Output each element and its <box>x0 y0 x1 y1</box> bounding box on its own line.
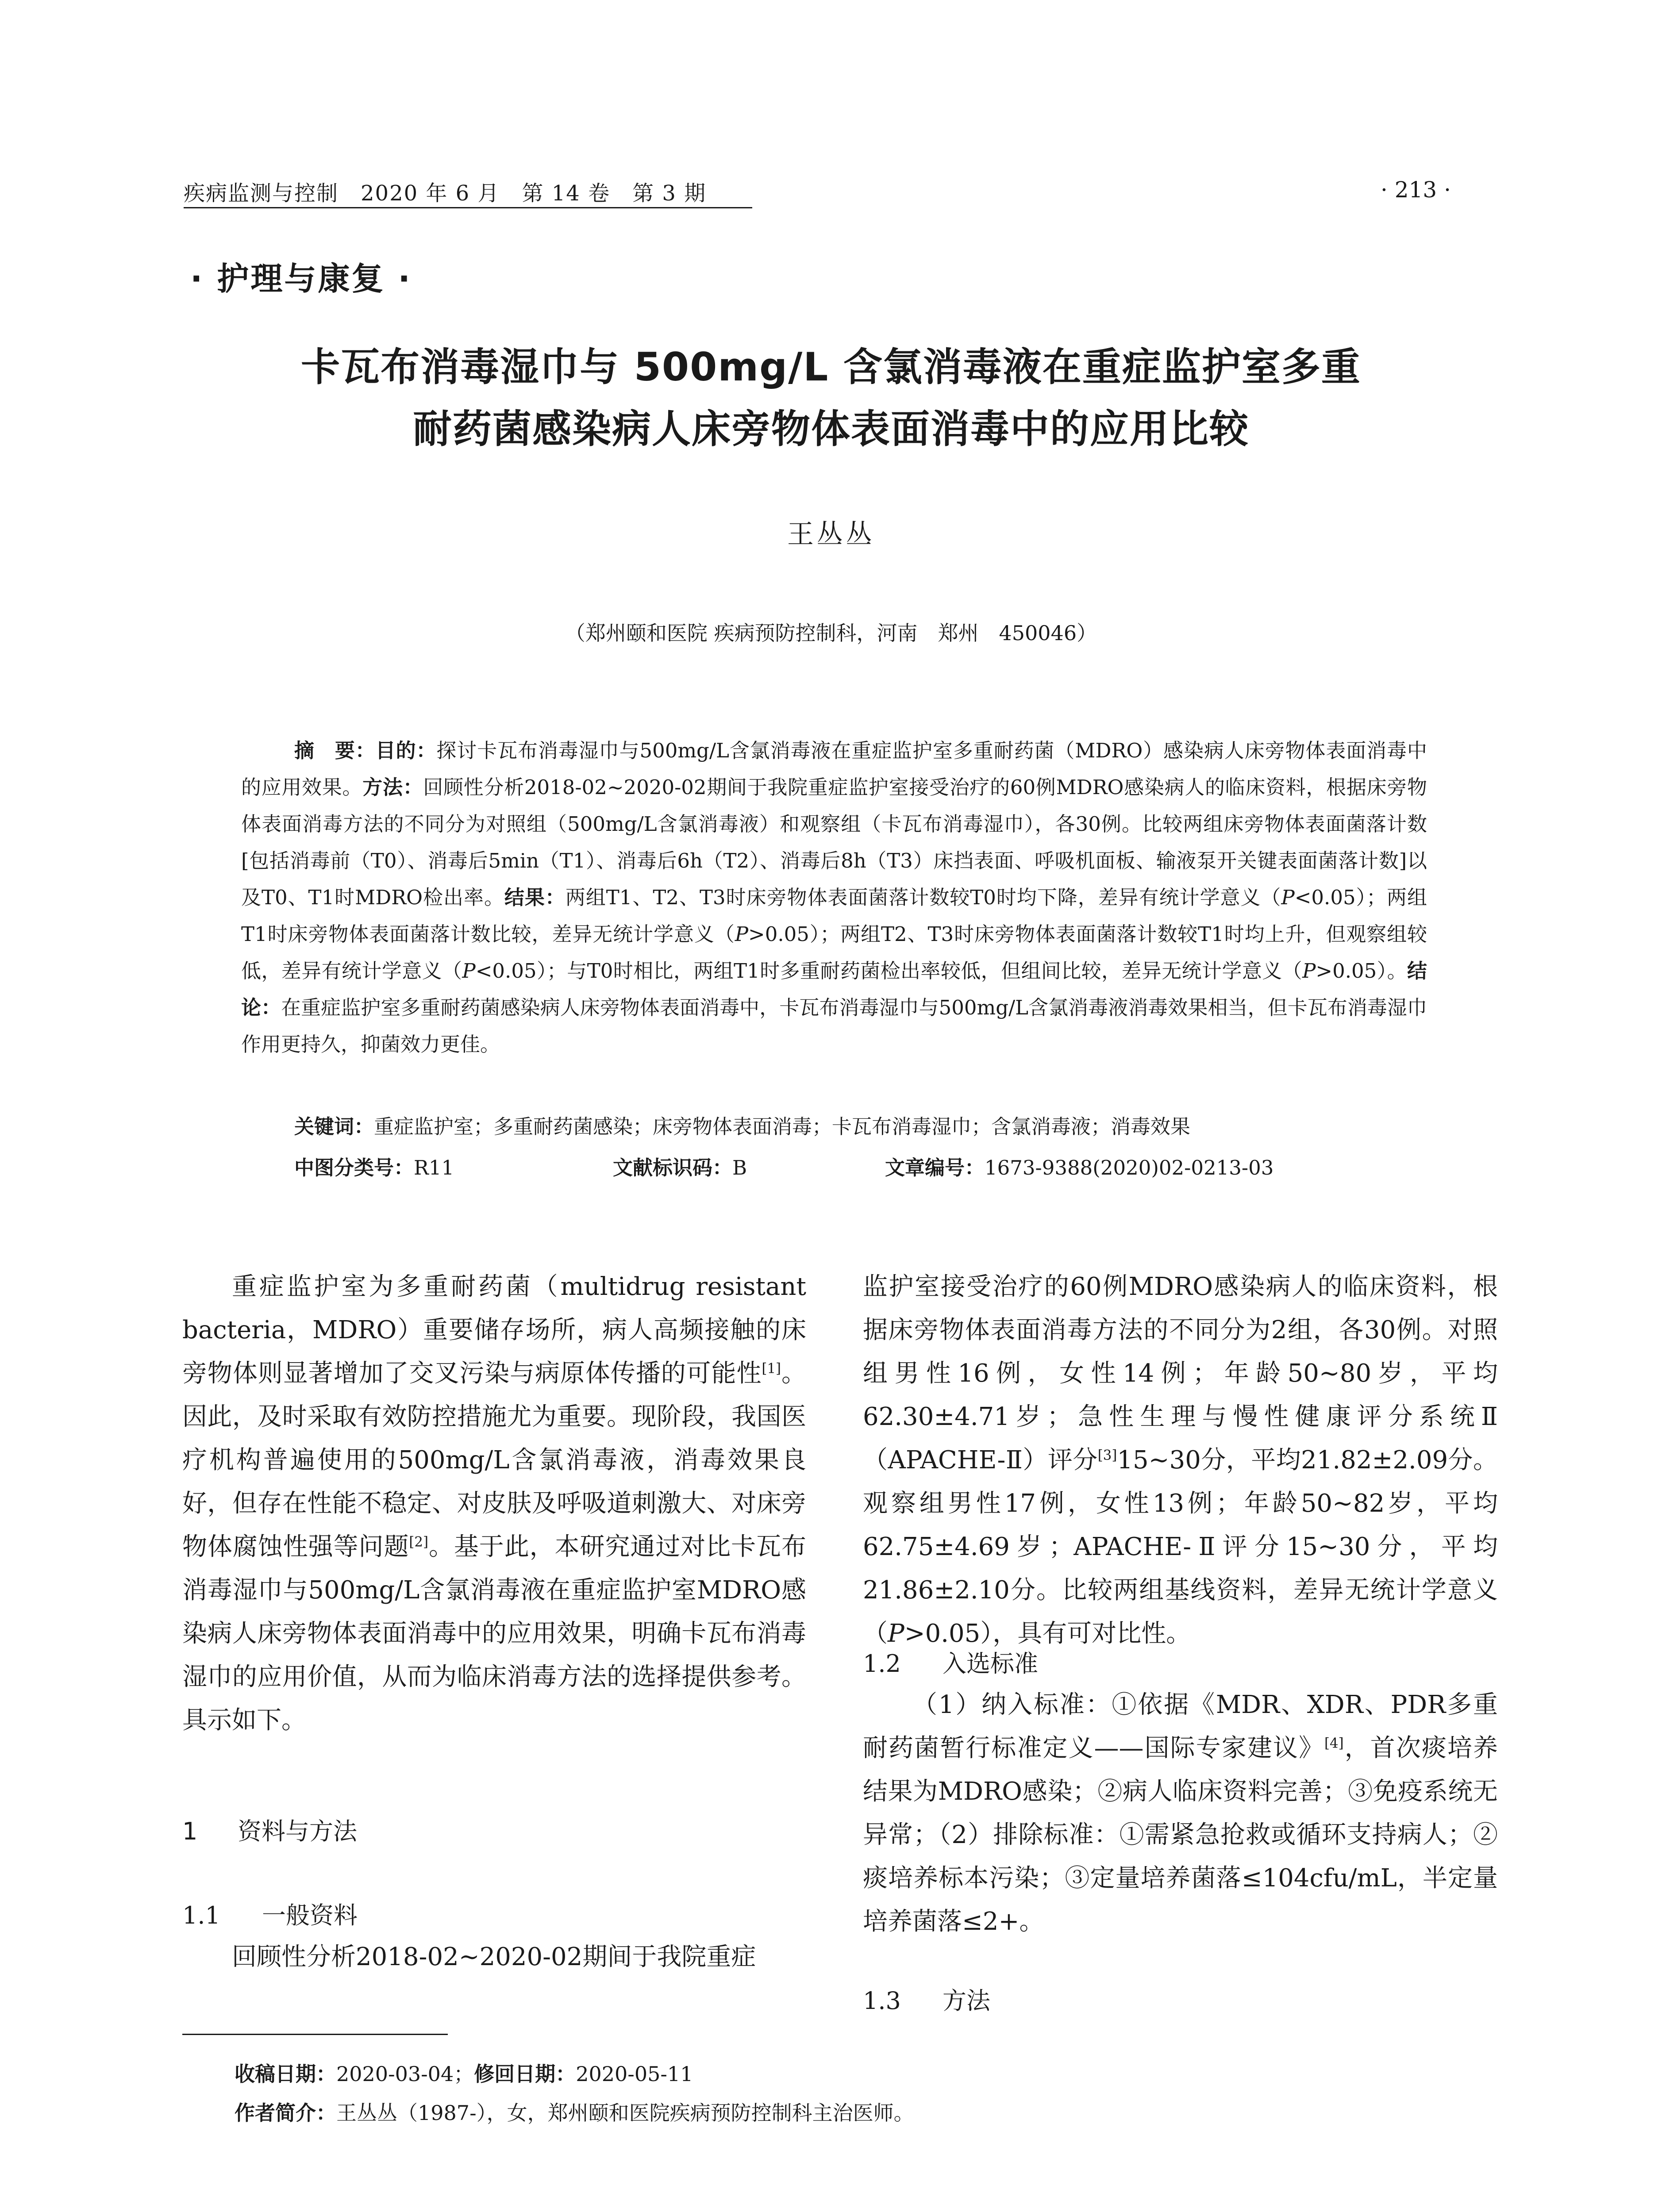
section-title: 入选标准 <box>943 1650 1038 1678</box>
abstract <box>241 732 1427 1063</box>
author-name: 王丛丛 <box>787 519 875 550</box>
criteria-block <box>863 1683 1498 1943</box>
criteria-paragraph <box>863 1683 1498 1943</box>
citation-ref: [4] <box>1324 1735 1344 1751</box>
article-number-label: 文章编号： <box>885 1156 985 1179</box>
section-heading-1 <box>182 1813 357 1847</box>
general-data-continued <box>863 1265 1498 1655</box>
results-label: 结果： <box>504 886 566 909</box>
footnote-rule <box>182 2034 448 2035</box>
section-heading-1-1 <box>182 1897 358 1931</box>
author-affiliation: （郑州颐和医院 疾病预防控制科，河南 郑州 450046） <box>565 621 1097 645</box>
conclusion-text: 在重症监护室多重耐药菌感染病人床旁物体表面消毒中，卡瓦布消毒湿巾与500mg/L含氯消毒液消毒效果相当，但卡瓦布消毒湿巾作用更持久，抑菌效力更佳。 <box>241 996 1427 1056</box>
section-title: 资料与方法 <box>238 1817 357 1845</box>
section-heading-1-3 <box>863 1982 990 2016</box>
intro-text: 重症监护室为多重耐药菌（multidrug resistant bacteria，MDRO）重要储存场所，病人高频接触的床旁物体则显著增加了交叉污染与病原体传播的可能性 <box>182 1272 806 1388</box>
results-text: 两组T1、T2、T3时床旁物体表面菌落计数较T0时均下降，差异有统计学意义（ <box>565 886 1281 909</box>
section-number: 1 <box>182 1817 198 1845</box>
document-code-value: B <box>732 1156 747 1179</box>
intro-text: 。因此，及时采取有效防控措施尤为重要。现阶段，我国医疗机构普遍使用的500mg/L含氯消毒液，消毒效果良好，但存在性能不稳定、对皮肤及呼吸道刺激大、对床旁物体腐蚀性强等问题 <box>182 1359 807 1561</box>
article-number <box>885 1152 1273 1180</box>
page-number: · 213 · <box>1381 177 1451 203</box>
p-symbol: P <box>735 922 749 946</box>
revised-label: 修回日期： <box>474 2062 576 2086</box>
results-text: >0.05）；两组T2、T3时床旁物体表面菌落计数较T1时均上升，但观察组较低，差异有统计学意义（ <box>241 922 1427 983</box>
section-number: 1.2 <box>863 1650 901 1678</box>
conclusion-label: 结论： <box>241 959 1427 1019</box>
general-text: 监护室接受治疗的60例MDRO感染病人的临床资料，根据床旁物体表面消毒方法的不同分为2组，各30例。对照组男性16例，女性14例；年龄50~80岁，平均62.30±4.71岁；急性生理与慢性健康评分系统Ⅱ（APACHE-Ⅱ）评分 <box>863 1272 1498 1475</box>
results-text: <0.05）；两组T1时床旁物体表面菌落计数比较，差异无统计学意义（ <box>241 886 1427 946</box>
article-number-value: 1673-9388(2020)02-0213-03 <box>985 1156 1274 1179</box>
document-code <box>613 1152 747 1180</box>
author-info: 王丛丛（1987-），女，郑州颐和医院疾病预防控制科主治医师。 <box>336 2101 914 2125</box>
general-text: >0.05），具有可对比性。 <box>904 1619 1191 1648</box>
methods-label: 方法： <box>362 776 423 799</box>
p-symbol: P <box>1302 959 1316 983</box>
article-title-line-2: 耐药菌感染病人床旁物体表面消毒中的应用比较 <box>412 406 1249 452</box>
citation-ref: [3] <box>1097 1447 1117 1463</box>
revised-date: 2020-05-11 <box>576 2062 693 2086</box>
document-code-label: 文献标识码： <box>613 1156 733 1179</box>
results-text: >0.05）。 <box>1316 959 1407 983</box>
running-header-journal: 疾病监测与控制 2020 年 6 月 第 14 卷 第 3 期 <box>184 181 707 206</box>
general-data-start <box>182 1936 806 1979</box>
objective-label: 目的： <box>375 739 437 762</box>
section-number: 1.3 <box>863 1987 901 2015</box>
body-left-column <box>182 1265 806 1742</box>
results-text: <0.05）；与T0时相比，两组T1时多重耐药菌检出率较低，但组间比较，差异无统计学意义（ <box>475 959 1303 983</box>
section-title: 方法 <box>943 1987 990 2015</box>
p-symbol: P <box>462 959 476 983</box>
clc-label: 中图分类号： <box>294 1156 414 1179</box>
footnote-author <box>235 2097 914 2126</box>
citation-ref: [2] <box>409 1534 429 1550</box>
clc-number <box>294 1152 454 1180</box>
citation-ref: [1] <box>762 1360 781 1377</box>
section-title: 一般资料 <box>262 1901 358 1929</box>
clc-value: R11 <box>414 1156 454 1179</box>
keywords <box>294 1110 1190 1139</box>
methods-text: 回顾性分析2018-02~2020-02期间于我院重症监护室接受治疗的60例MDRO感染病人的临床资料，根据床旁物体表面消毒方法的不同分为对照组（500mg/L含氯消毒液）和观察组（卡瓦布消毒湿巾），各30例。比较两组床旁物体表面菌落计数[包括消毒前（T0）、消毒后5min（T1）、消毒后6h（T2）、消毒后8h（T3）床挡表面、呼吸机面板、输液泵开关键表面菌落计数]以及T0、T1时MDRO检出率。 <box>241 776 1427 909</box>
objective-text: 探讨卡瓦布消毒湿巾与500mg/L含氯消毒液在重症监护室多重耐药菌（MDRO）感染病人床旁物体表面消毒中的应用效果。 <box>241 739 1427 799</box>
article-title-line-1: 卡瓦布消毒湿巾与 500mg/L 含氯消毒液在重症监护室多重 <box>301 344 1361 390</box>
body-right-column <box>863 1265 1498 1655</box>
intro-paragraph <box>182 1265 806 1742</box>
author-info-label: 作者简介： <box>235 2101 336 2125</box>
criteria-text: ，首次痰培养结果为MDRO感染；②病人临床资料完善；③免疫系统无异常；（2）排除标准：①需紧急抢救或循环支持病人；②痰培养标本污染；③定量培养菌落≤104cfu/mL，半定量培养菌落≤2+。 <box>863 1734 1498 1936</box>
footnote-dates <box>235 2058 693 2087</box>
section-tag: · 护理与康复 · <box>190 260 412 297</box>
section-heading-1-2 <box>863 1645 1038 1679</box>
running-header-underline <box>184 207 752 208</box>
abstract-label: 摘 要： <box>294 739 376 762</box>
p-symbol: P <box>888 1619 904 1648</box>
general-text: 15~30分，平均21.82±2.09分。观察组男性17例，女性13例；年龄50~82岁，平均62.75±4.69岁；APACHE-Ⅱ评分15~30分，平均21.86±2.10分。比较两组基线资料，差异无统计学意义（ <box>863 1446 1498 1648</box>
keywords-label: 关键词： <box>294 1115 374 1138</box>
received-date: 2020-03-04； <box>336 2062 474 2086</box>
p-symbol: P <box>1281 886 1295 909</box>
general-data-paragraph: 回顾性分析2018-02~2020-02期间于我院重症 <box>232 1943 756 1971</box>
intro-text: 。基于此，本研究通过对比卡瓦布消毒湿巾与500mg/L含氯消毒液在重症监护室MDRO感染病人床旁物体表面消毒中的应用效果，明确卡瓦布消毒湿巾的应用价值，从而为临床消毒方法的选择提供参考。具示如下。 <box>182 1532 807 1735</box>
keywords-text: 重症监护室；多重耐药菌感染；床旁物体表面消毒；卡瓦布消毒湿巾；含氯消毒液；消毒效果 <box>374 1115 1191 1138</box>
section-number: 1.1 <box>182 1901 220 1929</box>
received-label: 收稿日期： <box>235 2062 336 2086</box>
criteria-text: （1）纳入标准：①依据《MDR、XDR、PDR多重耐药菌暂行标准定义——国际专家建议》 <box>863 1690 1498 1763</box>
